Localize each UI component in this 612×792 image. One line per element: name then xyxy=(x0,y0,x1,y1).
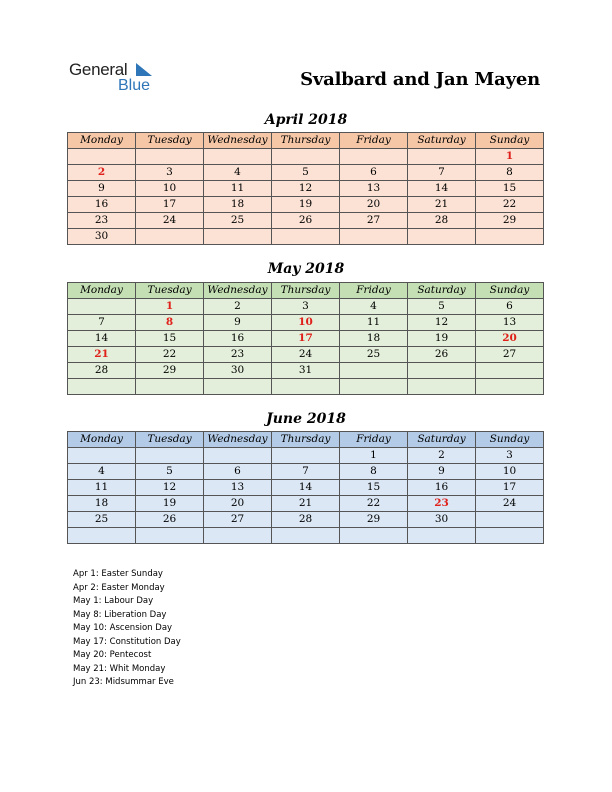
day-cell: 1 xyxy=(476,149,544,165)
day-cell: 25 xyxy=(340,347,408,363)
day-cell: 6 xyxy=(340,165,408,181)
day-cell: 11 xyxy=(68,480,136,496)
week-row xyxy=(68,299,544,315)
weekday-header: Thursday xyxy=(272,133,340,149)
calendar-may xyxy=(67,282,544,395)
day-cell: 4 xyxy=(340,299,408,315)
day-cell: 25 xyxy=(68,512,136,528)
month-title-june: June 2018 xyxy=(266,411,346,427)
day-cell: 15 xyxy=(340,480,408,496)
day-cell: 3 xyxy=(476,448,544,464)
day-cell: 6 xyxy=(476,299,544,315)
day-cell xyxy=(68,299,136,315)
day-cell: 24 xyxy=(272,347,340,363)
day-cell xyxy=(136,379,204,395)
day-cell: 30 xyxy=(68,229,136,245)
day-cell: 28 xyxy=(68,363,136,379)
day-cell: 5 xyxy=(136,464,204,480)
weekday-header: Monday xyxy=(68,432,136,448)
week-row xyxy=(68,213,544,229)
day-cell xyxy=(476,363,544,379)
day-cell: 16 xyxy=(204,331,272,347)
holiday-item: May 10: Ascension Day xyxy=(73,623,173,633)
week-row xyxy=(68,165,544,181)
day-cell xyxy=(272,149,340,165)
day-cell: 20 xyxy=(204,496,272,512)
day-cell: 14 xyxy=(68,331,136,347)
week-row xyxy=(68,464,544,480)
day-cell: 19 xyxy=(408,331,476,347)
day-cell: 12 xyxy=(136,480,204,496)
day-cell: 2 xyxy=(408,448,476,464)
week-row xyxy=(68,528,544,544)
day-cell: 29 xyxy=(136,363,204,379)
day-cell: 22 xyxy=(476,197,544,213)
week-row xyxy=(68,347,544,363)
day-cell: 19 xyxy=(272,197,340,213)
week-row xyxy=(68,512,544,528)
day-cell: 17 xyxy=(476,480,544,496)
day-cell: 10 xyxy=(136,181,204,197)
holiday-item: May 20: Pentecost xyxy=(73,650,152,660)
weekday-header: Thursday xyxy=(272,432,340,448)
day-cell xyxy=(272,448,340,464)
day-cell xyxy=(408,229,476,245)
weekday-header: Saturday xyxy=(408,432,476,448)
day-cell: 11 xyxy=(204,181,272,197)
day-cell: 3 xyxy=(136,165,204,181)
day-cell: 26 xyxy=(408,347,476,363)
weekday-header: Sunday xyxy=(476,283,544,299)
day-cell: 7 xyxy=(272,464,340,480)
week-row xyxy=(68,379,544,395)
day-cell xyxy=(204,229,272,245)
day-cell xyxy=(340,528,408,544)
weekday-header-row xyxy=(68,133,544,149)
week-row xyxy=(68,480,544,496)
week-row xyxy=(68,448,544,464)
day-cell: 21 xyxy=(408,197,476,213)
holiday-item: May 8: Liberation Day xyxy=(73,609,167,620)
day-cell: 9 xyxy=(68,181,136,197)
day-cell: 28 xyxy=(272,512,340,528)
day-cell xyxy=(68,379,136,395)
day-cell: 24 xyxy=(476,496,544,512)
day-cell xyxy=(476,512,544,528)
day-cell xyxy=(204,379,272,395)
day-cell: 5 xyxy=(272,165,340,181)
day-cell: 10 xyxy=(272,315,340,331)
weekday-header: Monday xyxy=(68,133,136,149)
day-cell xyxy=(476,229,544,245)
day-cell: 27 xyxy=(476,347,544,363)
week-row xyxy=(68,496,544,512)
weekday-header: Wednesday xyxy=(204,283,272,299)
day-cell: 5 xyxy=(408,299,476,315)
weekday-header: Wednesday xyxy=(204,133,272,149)
day-cell: 29 xyxy=(476,213,544,229)
holiday-item: May 21: Whit Monday xyxy=(73,663,166,674)
weekday-header: Sunday xyxy=(476,432,544,448)
day-cell xyxy=(340,363,408,379)
day-cell: 15 xyxy=(476,181,544,197)
weekday-header: Tuesday xyxy=(136,133,204,149)
day-cell: 23 xyxy=(408,496,476,512)
weekday-header: Friday xyxy=(340,283,408,299)
day-cell: 30 xyxy=(204,363,272,379)
holiday-item: Jun 23: Midsummar Eve xyxy=(73,677,174,687)
day-cell: 20 xyxy=(476,331,544,347)
day-cell: 6 xyxy=(204,464,272,480)
day-cell: 20 xyxy=(340,197,408,213)
day-cell: 1 xyxy=(136,299,204,315)
day-cell xyxy=(408,149,476,165)
weekday-header: Tuesday xyxy=(136,432,204,448)
holiday-item: Apr 1: Easter Sunday xyxy=(73,569,163,579)
day-cell: 17 xyxy=(136,197,204,213)
day-cell xyxy=(204,528,272,544)
month-title-may: May 2018 xyxy=(267,261,345,277)
week-row xyxy=(68,181,544,197)
weekday-header: Saturday xyxy=(408,133,476,149)
day-cell: 27 xyxy=(340,213,408,229)
calendar-april xyxy=(67,132,544,245)
day-cell: 17 xyxy=(272,331,340,347)
page-title: Svalbard and Jan Mayen xyxy=(300,69,540,90)
logo xyxy=(69,60,179,100)
day-cell xyxy=(136,528,204,544)
day-cell: 23 xyxy=(68,213,136,229)
month-title-april: April 2018 xyxy=(264,112,348,128)
day-cell xyxy=(408,528,476,544)
day-cell: 30 xyxy=(408,512,476,528)
day-cell: 13 xyxy=(476,315,544,331)
holiday-item: May 17: Constitution Day xyxy=(73,636,181,647)
day-cell: 21 xyxy=(68,347,136,363)
day-cell: 18 xyxy=(204,197,272,213)
day-cell: 21 xyxy=(272,496,340,512)
day-cell xyxy=(272,528,340,544)
day-cell: 7 xyxy=(68,315,136,331)
day-cell: 9 xyxy=(408,464,476,480)
week-row xyxy=(68,229,544,245)
logo-triangle-icon xyxy=(134,62,154,78)
holiday-list xyxy=(73,568,181,690)
day-cell xyxy=(68,528,136,544)
day-cell xyxy=(340,149,408,165)
day-cell xyxy=(68,149,136,165)
day-cell: 8 xyxy=(136,315,204,331)
day-cell xyxy=(272,229,340,245)
day-cell: 14 xyxy=(272,480,340,496)
day-cell: 8 xyxy=(340,464,408,480)
day-cell: 18 xyxy=(340,331,408,347)
week-row xyxy=(68,331,544,347)
day-cell xyxy=(340,379,408,395)
day-cell: 13 xyxy=(204,480,272,496)
day-cell: 3 xyxy=(272,299,340,315)
day-cell: 9 xyxy=(204,315,272,331)
day-cell: 31 xyxy=(272,363,340,379)
week-row xyxy=(68,197,544,213)
day-cell xyxy=(408,379,476,395)
weekday-header: Thursday xyxy=(272,283,340,299)
day-cell: 16 xyxy=(408,480,476,496)
day-cell: 22 xyxy=(340,496,408,512)
day-cell: 27 xyxy=(204,512,272,528)
day-cell: 29 xyxy=(340,512,408,528)
calendar-june xyxy=(67,431,544,544)
day-cell: 18 xyxy=(68,496,136,512)
day-cell: 13 xyxy=(340,181,408,197)
weekday-header: Sunday xyxy=(476,133,544,149)
day-cell xyxy=(136,229,204,245)
day-cell: 12 xyxy=(408,315,476,331)
day-cell xyxy=(272,379,340,395)
logo-general-text: General xyxy=(69,60,128,79)
week-row xyxy=(68,149,544,165)
day-cell: 19 xyxy=(136,496,204,512)
day-cell: 14 xyxy=(408,181,476,197)
weekday-header: Wednesday xyxy=(204,432,272,448)
day-cell: 8 xyxy=(476,165,544,181)
day-cell: 24 xyxy=(136,213,204,229)
day-cell xyxy=(476,528,544,544)
day-cell xyxy=(204,149,272,165)
day-cell: 15 xyxy=(136,331,204,347)
day-cell: 25 xyxy=(204,213,272,229)
day-cell: 26 xyxy=(272,213,340,229)
day-cell: 26 xyxy=(136,512,204,528)
day-cell xyxy=(476,379,544,395)
weekday-header: Saturday xyxy=(408,283,476,299)
day-cell: 2 xyxy=(68,165,136,181)
day-cell: 4 xyxy=(204,165,272,181)
day-cell xyxy=(408,363,476,379)
day-cell: 22 xyxy=(136,347,204,363)
holiday-item: Apr 2: Easter Monday xyxy=(73,582,165,593)
day-cell xyxy=(340,229,408,245)
day-cell: 12 xyxy=(272,181,340,197)
day-cell: 10 xyxy=(476,464,544,480)
day-cell: 28 xyxy=(408,213,476,229)
week-row xyxy=(68,315,544,331)
weekday-header-row xyxy=(68,432,544,448)
day-cell: 1 xyxy=(340,448,408,464)
weekday-header: Tuesday xyxy=(136,283,204,299)
weekday-header-row xyxy=(68,283,544,299)
day-cell xyxy=(136,448,204,464)
day-cell: 23 xyxy=(204,347,272,363)
week-row xyxy=(68,363,544,379)
weekday-header: Friday xyxy=(340,133,408,149)
weekday-header: Friday xyxy=(340,432,408,448)
day-cell: 11 xyxy=(340,315,408,331)
day-cell xyxy=(136,149,204,165)
weekday-header: Monday xyxy=(68,283,136,299)
day-cell: 4 xyxy=(68,464,136,480)
day-cell: 16 xyxy=(68,197,136,213)
day-cell xyxy=(68,448,136,464)
day-cell xyxy=(204,448,272,464)
logo-blue-text: Blue xyxy=(118,77,151,94)
holiday-item: May 1: Labour Day xyxy=(73,596,154,606)
day-cell: 7 xyxy=(408,165,476,181)
day-cell: 2 xyxy=(204,299,272,315)
